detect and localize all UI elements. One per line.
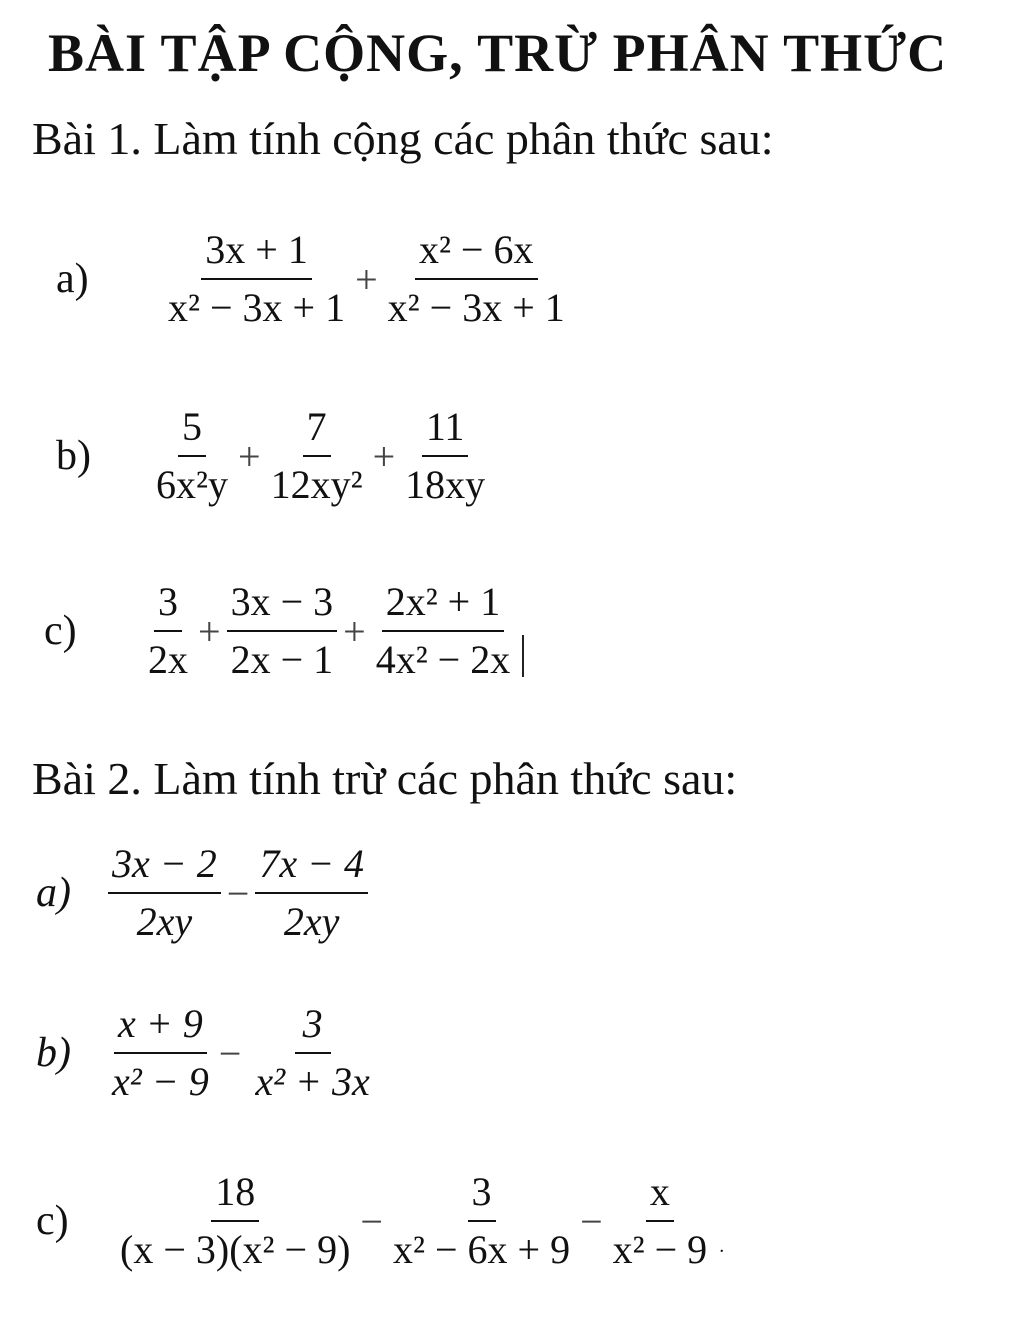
numerator: 3 xyxy=(295,1002,331,1054)
operator: + xyxy=(355,256,378,302)
denominator: x² − 9 xyxy=(612,1227,708,1272)
item-label: c) xyxy=(36,1198,69,1244)
denominator: (x − 3)(x² − 9) xyxy=(120,1227,351,1272)
denominator: 2xy xyxy=(136,899,193,944)
bai1-item-b xyxy=(56,405,493,507)
numerator: 18 xyxy=(211,1170,259,1222)
item-label: a) xyxy=(56,256,89,302)
fraction xyxy=(148,405,236,507)
denominator: x² − 3x + 1 xyxy=(168,285,346,330)
item-label: a) xyxy=(36,870,71,916)
denominator: x² − 3x + 1 xyxy=(387,285,565,330)
operator: − xyxy=(580,1198,603,1244)
numerator: 3x − 3 xyxy=(227,580,338,632)
fraction xyxy=(397,405,493,507)
operator: + xyxy=(343,608,366,654)
denominator: 2x − 1 xyxy=(230,637,334,682)
expression xyxy=(104,1002,382,1104)
period-mark: . xyxy=(719,1234,725,1257)
expression xyxy=(112,1170,724,1272)
item-label: b) xyxy=(36,1030,71,1076)
fraction xyxy=(223,580,342,682)
operator: + xyxy=(238,433,261,479)
numerator: 7x − 4 xyxy=(255,842,368,894)
expression xyxy=(104,842,372,944)
fraction xyxy=(380,228,573,330)
fraction xyxy=(605,1170,716,1272)
denominator: x² − 6x + 9 xyxy=(392,1227,571,1272)
item-label: c) xyxy=(44,608,77,654)
fraction xyxy=(263,405,371,507)
page-title: BÀI TẬP CỘNG, TRỪ PHÂN THỨC xyxy=(48,23,948,83)
expression xyxy=(148,405,493,507)
numerator: x² − 6x xyxy=(415,228,538,280)
bai2-heading: Bài 2. Làm tính trừ các phân thức sau: xyxy=(32,753,738,804)
numerator: 3 xyxy=(468,1170,496,1222)
numerator: 3x − 2 xyxy=(108,842,221,894)
fraction xyxy=(104,1002,217,1104)
denominator: 2x xyxy=(148,637,188,682)
fraction xyxy=(385,1170,578,1272)
denominator: 2xy xyxy=(283,899,340,944)
denominator: x² − 9 xyxy=(112,1059,209,1104)
bai2-item-a xyxy=(36,842,372,944)
numerator: 2x² + 1 xyxy=(382,580,505,632)
denominator: 6x²y xyxy=(156,462,228,507)
text-cursor xyxy=(522,635,524,677)
expression xyxy=(160,228,573,330)
fraction xyxy=(112,1170,358,1272)
operator: − xyxy=(218,1030,242,1076)
denominator: 12xy² xyxy=(270,462,363,507)
bai1-item-c xyxy=(44,580,524,682)
expression xyxy=(140,580,524,682)
numerator: 7 xyxy=(303,405,331,457)
fraction xyxy=(160,228,353,330)
numerator: 3x + 1 xyxy=(201,228,312,280)
numerator: 11 xyxy=(422,405,469,457)
numerator: x + 9 xyxy=(114,1002,207,1054)
fraction xyxy=(140,580,196,682)
operator: + xyxy=(198,608,221,654)
fraction xyxy=(243,1002,382,1104)
denominator: 4x² − 2x xyxy=(375,637,511,682)
operator: − xyxy=(360,1198,383,1244)
fraction xyxy=(104,842,225,944)
bai2-item-c xyxy=(36,1170,724,1272)
operator: − xyxy=(226,870,250,916)
operator: + xyxy=(372,433,396,479)
fraction xyxy=(251,842,372,944)
fraction xyxy=(368,580,519,682)
numerator: 3 xyxy=(154,580,182,632)
denominator: 18xy xyxy=(405,462,486,507)
numerator: x xyxy=(646,1170,674,1222)
bai1-item-a xyxy=(56,228,573,330)
numerator: 5 xyxy=(178,405,206,457)
denominator: x² + 3x xyxy=(255,1059,370,1104)
bai1-heading: Bài 1. Làm tính cộng các phân thức sau: xyxy=(32,113,774,164)
bai2-item-b xyxy=(36,1002,382,1104)
item-label: b) xyxy=(56,433,91,479)
